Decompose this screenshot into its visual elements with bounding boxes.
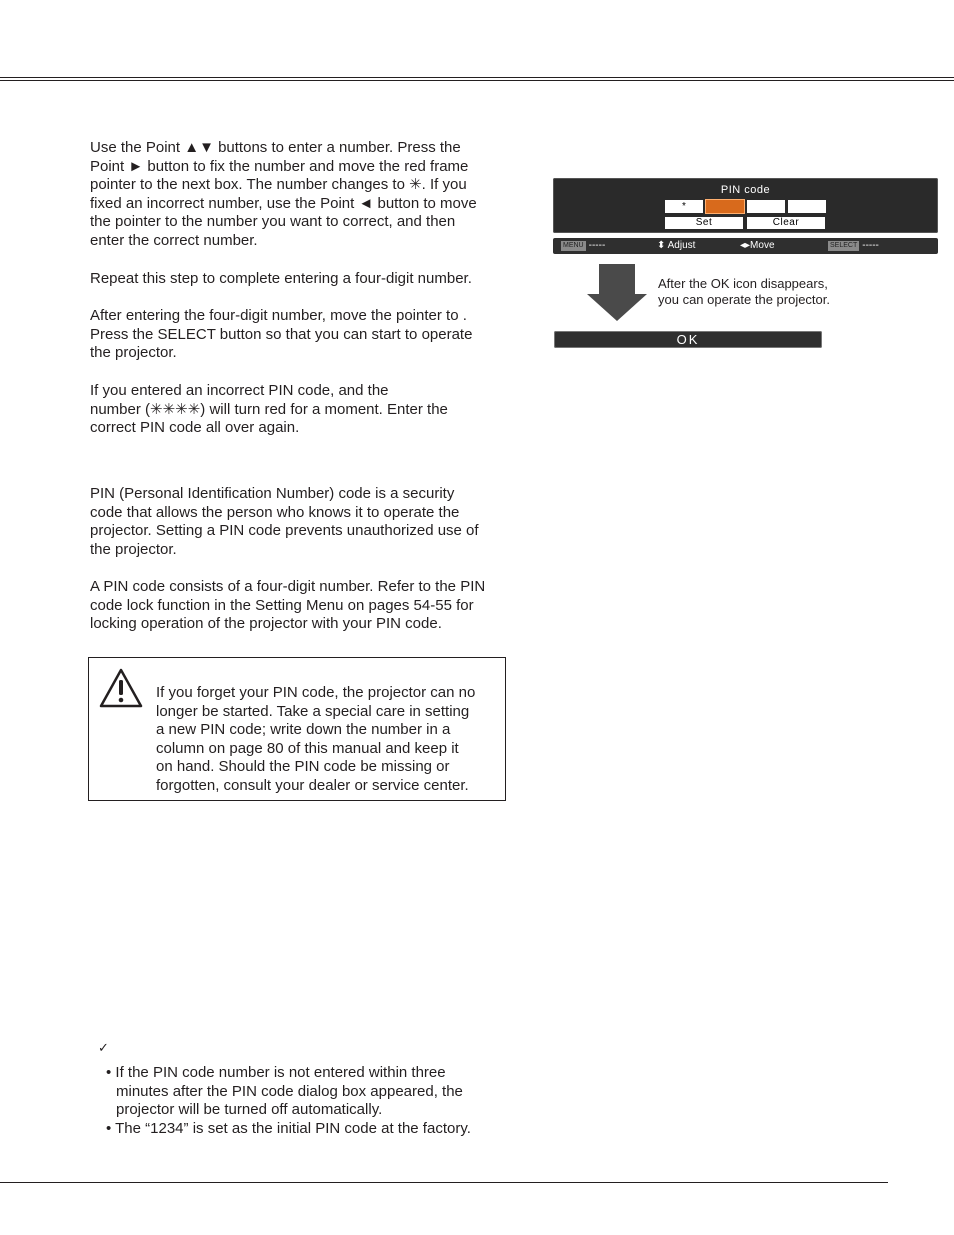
pin-digit-box-1[interactable]: * xyxy=(665,200,703,213)
pin-digit-box-3[interactable] xyxy=(747,200,785,213)
note-list xyxy=(106,1064,496,1138)
clear-button[interactable]: Clear xyxy=(747,217,825,229)
note-item: • The “1234” is set as the initial PIN code at the factory. xyxy=(106,1119,471,1137)
adjust-label: Adjust xyxy=(667,240,696,251)
caution-text: If you forget your PIN code, the projector can no longer be started. Take a special care in setting a new PIN code; write down the number in a column on page 80 of this manual and keep it on hand. Should the PIN code be missing or forgotten, consult your dealer or service center. xyxy=(156,684,476,794)
header-rule-top xyxy=(0,77,954,78)
move-hint xyxy=(740,238,775,254)
menu-hint-value: ----- xyxy=(588,240,606,251)
pin-definition-paragraph: PIN (Personal Identification Number) code is a security code that allows the person who knows it to operate the projector. Setting a PIN code prevents unauthorized use of the projector. xyxy=(90,485,479,558)
caution-box xyxy=(88,657,506,801)
pin-digit-box-4[interactable] xyxy=(788,200,826,213)
set-button[interactable]: Set xyxy=(665,217,743,229)
menu-hint xyxy=(561,238,605,254)
menu-tag-icon: MENU xyxy=(563,242,584,249)
instruction-select-paragraph: After entering the four-digit number, move the pointer to . Press the SELECT button so that you can start to operate the projector. xyxy=(90,307,473,362)
footer-rule xyxy=(0,1182,888,1183)
select-tag-icon: SELECT xyxy=(830,242,858,249)
header-rule-bottom xyxy=(0,80,954,81)
ok-indicator: OK xyxy=(554,331,822,348)
updown-arrows-icon: ⬍ xyxy=(657,240,668,251)
down-arrow-icon xyxy=(587,264,647,321)
pin-code-dialog xyxy=(553,178,938,233)
warning-triangle-icon xyxy=(99,668,143,708)
pin-digit-box-2[interactable] xyxy=(706,200,744,213)
note-check-icon: ✓ xyxy=(98,1040,109,1055)
instruction-pointer-paragraph: Use the Point ▲▼ buttons to enter a number. Press the Point ► button to fix the number and move the red frame pointer to the next box. The number changes to ✳. If you fixed an incorrect number, use the Point ◄ button to move the pointer to the number you want to correct, and then enter the correct number. xyxy=(90,139,477,249)
after-ok-note: After the OK icon disappears, you can operate the projector. xyxy=(658,276,831,307)
adjust-hint xyxy=(657,238,695,254)
leftright-arrows-icon: ◂▸ xyxy=(740,240,751,251)
select-hint-value: ----- xyxy=(862,240,879,251)
note-item: • If the PIN code number is not entered within three minutes after the PIN code dialog box appeared, the projector will be turned off automatically. xyxy=(106,1064,463,1119)
instruction-incorrect-paragraph: If you entered an incorrect PIN code, and the number (✳✳✳✳) will turn red for a moment. Enter the correct PIN code all over again. xyxy=(90,382,448,437)
pin-format-paragraph: A PIN code consists of a four-digit number. Refer to the PIN code lock function in the Setting Menu on pages 54-55 for locking operation of the projector with your PIN code. xyxy=(90,578,486,633)
dialog-title: PIN code xyxy=(720,184,771,196)
select-hint xyxy=(828,238,879,254)
instruction-repeat-paragraph: Repeat this step to complete entering a four-digit number. xyxy=(90,270,472,287)
move-label: Move xyxy=(750,240,775,251)
osd-status-bar xyxy=(553,238,938,254)
